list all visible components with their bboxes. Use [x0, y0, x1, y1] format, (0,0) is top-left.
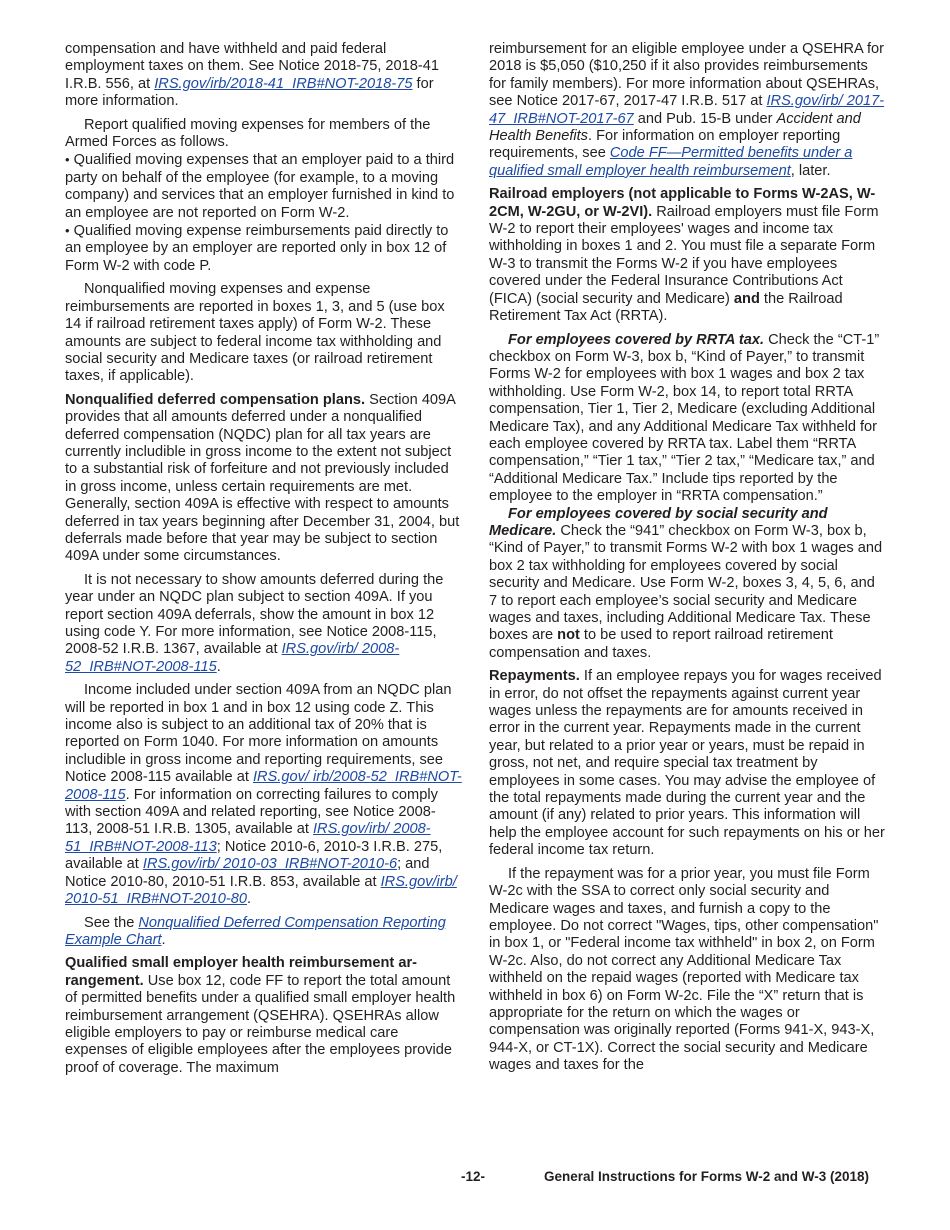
subsection-social-security-medicare: For employees covered by social security and Medicare. Check the “941” checkbox on Form W-3, box b, “Kind of Payer,” to transmit Forms W-2 with box 1 wages and box 2 tax withholding for employees covered by social security and Medicare. Use Form W-2, boxes 3, 4, 5, 6, and 7 to report each employee’s social security and Medicare wages and taxes, including Additional Medicare Tax. These boxes are not to be used to report railroad retirement compensation and taxes.: [489, 505, 883, 661]
paragraph-moving-notice: compensation and have withheld and paid federal employment taxes on them. See Notice 2018-75, 2018-41 I.R.B. 556, at IRS.gov/irb/2018-41_IRB#NOT-2018-75 for more information.: [65, 41, 439, 110]
footer-title: General Instructions for Forms W-2 and W-3 (2018): [544, 1169, 870, 1184]
section-qsehra: Qualified small employer health reimbursement ar- rangement. Use box 12, code FF to report the total amount of permitted benefits under a qualified small employer health reimbursement arrangement (QSEHRA). QSEHRAs allow eligible employers to pay or reimburse medical care expenses of eligible employees after the employees provide proof of coverage. The maximum: [65, 955, 456, 1076]
link-notice-2018-75[interactable]: IRS.gov/irb/2018-41_IRB#NOT-2018-75: [154, 75, 413, 92]
link-notice-2017-67[interactable]: IRS.gov/irb/ 2017-47_IRB#NOT-2017-67: [489, 93, 885, 127]
section-heading: Railroad employers (not applicable to Forms W-2AS, W-2CM, W-2GU, or W-2VI).: [489, 186, 876, 220]
subsection-heading: For employees covered by RRTA tax.: [508, 331, 765, 348]
bullet-icon: •: [65, 152, 70, 168]
section-railroad-employers: Railroad employers (not applicable to Forms W-2AS, W-2CM, W-2GU, or W-2VI). Railroad employers must file Form W-2 to report their employees' wages and income tax withholding in boxes 1 and 2. You must file a separate Form W-3 to transmit the Forms W-2 if you have employees covered under the Federal Insurance Contributions Act (FICA) (social security and Medicare) and the Railroad Retirement Tax Act (RRTA).: [489, 186, 879, 325]
subsection-heading: For employees covered by social security and Medicare.: [489, 505, 828, 539]
bullet-icon: •: [65, 223, 70, 239]
paragraph-nonqualified-moving: Nonqualified moving expenses and expense reimbursements are reported in boxes 1, 3, and 5 (use box 14 if railroad retirement taxes apply) of Form W-2. These amounts are subject to federal income tax withholding and social security and Medicare taxes (or railroad retirement taxes, if applicable).: [65, 281, 445, 385]
left-column: [65, 41, 462, 1083]
paragraph-armed-forces: Report qualified moving expenses for members of the Armed Forces as follows.: [65, 116, 431, 151]
link-notice-2010-80[interactable]: IRS.gov/irb/ 2010-51_IRB#NOT-2010-80: [65, 873, 457, 908]
bullet-item-reimbursements: • Qualified moving expense reimbursements paid directly to an employee by an employer are reported only in box 12 of Form W-2 with code P.: [65, 223, 449, 274]
page-number: -12-: [461, 1169, 486, 1184]
section-heading: Nonqualified deferred compensation plans.: [65, 391, 366, 408]
bullet-item-third-party: • Qualified moving expenses that an employer paid to a third party on behalf of the employee (for example, to a moving company) and services that an employer furnished in kind to an employee are not reported on Form W-2.: [65, 152, 455, 221]
paragraph-qsehra-continued: reimbursement for an eligible employee under a QSEHRA for 2018 is $5,050 ($10,250 if it also provides reimbursements for family members). For more information about QSEHRAs, see Notice 2017-67, 2017-47 I.R.B. 517 at IRS.gov/irb/ 2017-47_IRB#NOT-2017-67 and Pub. 15-B under Accident and Health Benefits. For information on employer reporting requirements, see Code FF—Permitted benefits under a qualified small employer health reimbursement, later.: [489, 41, 885, 179]
link-notice-2008-115[interactable]: IRS.gov/irb/ 2008-52_IRB#NOT-2008-115: [65, 641, 400, 675]
section-heading: Qualified small employer health reimbursement ar- rangement.: [65, 955, 417, 989]
link-notice-2008-115-b[interactable]: IRS.gov/ irb/2008-52_IRB#NOT-2008-115: [65, 769, 462, 803]
section-repayments: Repayments. If an employee repays you for wages received in error, do not offset the repayments against current year wages unless the repayments are for amounts received in error in the current year. Repayments made in the current year, but related to a prior year or years, must be repaid in gross, not net, and require special tax treatment by employees in some cases. You may advise the employee of the total repayments made during the current year and the amount (if any) related to prior years. This information will help the employee account for such repayments on his or her federal income tax return.: [489, 668, 885, 859]
paragraph-see-chart: See the Nonqualified Deferred Compensation Reporting Example Chart.: [65, 914, 446, 948]
link-nqdc-example-chart[interactable]: Nonqualified Deferred Compensation Reporting Example Chart: [65, 914, 446, 948]
link-code-ff[interactable]: Code FF—Permitted benefits under a qualified small employer health reimbursement: [489, 145, 853, 179]
section-nqdc-plans: Nonqualified deferred compensation plans. Section 409A provides that all amounts deferred under a nonqualified deferred compensation (NQDC) plan for all tax years are currently includible in gross income to the extent not subject to a substantial risk of forfeiture and not previously included in gross income, unless certain requirements are met. Generally, section 409A is effective with respect to amounts deferred in tax years beginning after December 31, 2004, but deferrals made before that year may be subject to section 409A under some circumstances.: [65, 391, 460, 565]
link-notice-2010-6[interactable]: IRS.gov/irb/ 2010-03_IRB#NOT-2010-6: [142, 856, 398, 873]
link-notice-2008-113[interactable]: IRS.gov/irb/ 2008-51_IRB#NOT-2008-113: [65, 821, 431, 855]
section-heading: Repayments.: [489, 668, 580, 685]
right-column: [489, 41, 886, 1081]
subsection-rrta-tax: For employees covered by RRTA tax. Check the “CT-1” checkbox on Form W-3, box b, “Kind of Payer,” to transmit Forms W-2 for employees with box 1 wages and box 2 tax withholding. Use Form W-2, box 14, to report total RRTA compensation, Tier 1, Tier 2, Medicare (excluding Additional Medicare Tax), and any Additional Medicare Tax withheld for each employee covered by RRTA tax. Label them “RRTA compensation,” “Tier 1 tax,” “Tier 2 tax,” “Medicare tax,” and “Additional Medicare Tax.” Include tips reported by the employee to the employer in “RRTA compensation.”: [489, 331, 880, 505]
paragraph-prior-year-repayment: If the repayment was for a prior year, you must file Form W-2c with the SSA to correct only social security and Medicare wages and taxes, and furnish a copy to the employee. Do not correct "Wages, tips, other compensation" in box 1, or "Federal income tax withheld" in box 2, on Form W-2c. Also, do not correct any Additional Medicare Tax withheld on the repaid wages (reported with Medicare tax withheld in box 6) on Form W-2c. File the “X” return that is appropriate for the return on which the wages or compensation was originally reported (Forms 941-X, 943-X, 944-X, or CT-1X). Correct the social security and Medicare wages and taxes for the: [489, 865, 879, 1074]
paragraph-409a-income: Income included under section 409A from an NQDC plan will be reported in box 1 and in box 12 using code Z. This income also is subject to an additional tax of 20% that is reported on Form 1040. For more information on amounts includible in gross income and reporting requirements, see Notice 2008-115 available at IRS.gov/ irb/2008-52_IRB#NOT-2008-115. For information on correcting failures to comply with section 409A and related reporting, see Notice 2008-113, 2008-51 I.R.B. 1305, available at IRS.gov/irb/ 2008-51_IRB#NOT-2008-113; Notice 2010-6, 2010-3 I.R.B. 275, available at IRS.gov/irb/ 2010-03_IRB#NOT-2010-6; and Notice 2010-80, 2010-51 I.R.B. 853, available at IRS.gov/irb/ 2010-51_IRB#NOT-2010-80.: [65, 682, 462, 908]
paragraph-409a-deferrals: It is not necessary to show amounts deferred during the year under an NQDC plan subject to section 409A. If you report section 409A deferrals, show the amount in box 12 using code Y. For more information, see Notice 2008-115, 2008-52 I.R.B. 1367, available at IRS.gov/irb/ 2008-52_IRB#NOT-2008-115.: [65, 571, 444, 675]
